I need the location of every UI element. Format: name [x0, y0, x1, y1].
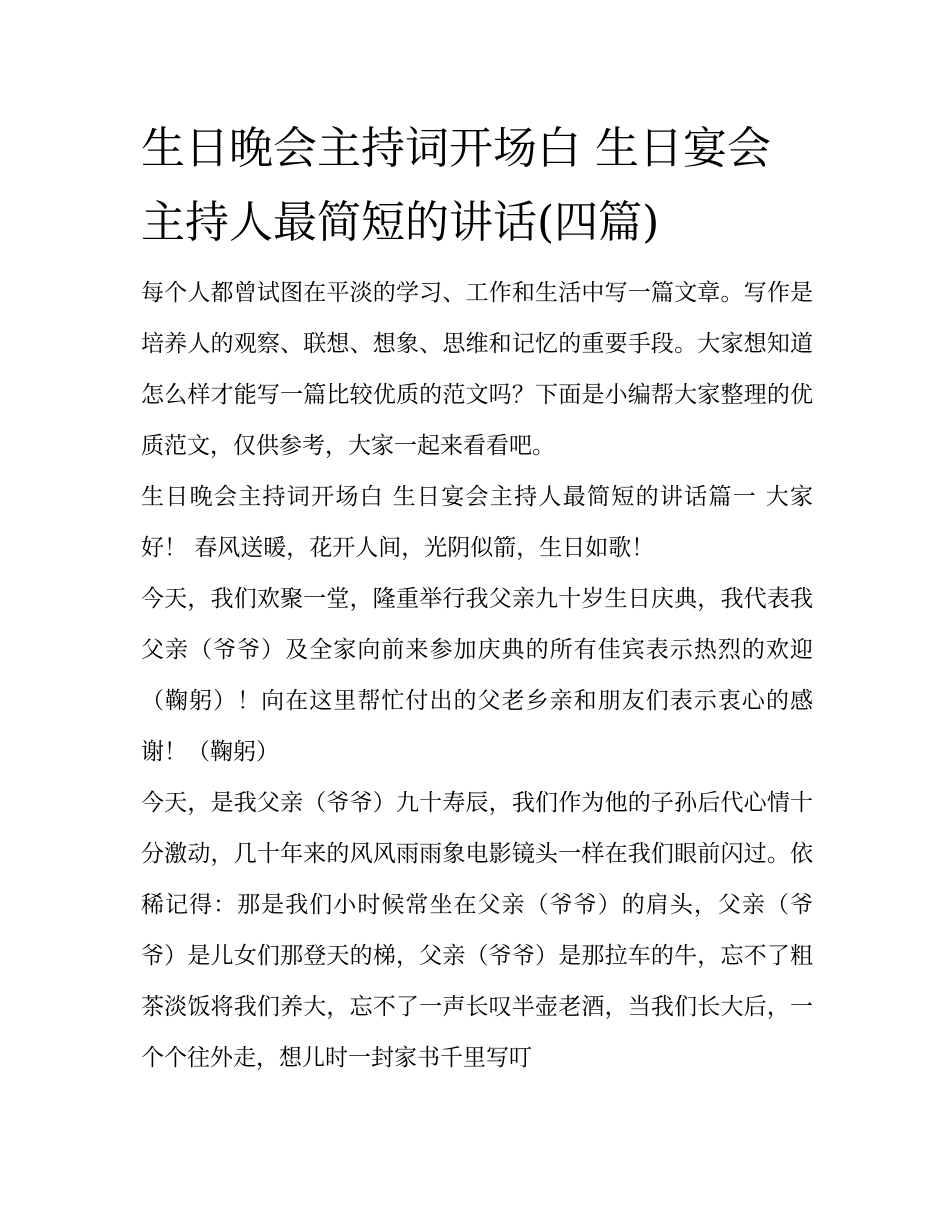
document-title: 生日晚会主持词开场白 生日宴会主持人最简短的讲话(四篇) — [141, 123, 771, 248]
paragraph-opening-greeting: 生日晚会主持词开场白 生日宴会主持人最简短的讲话篇一 大家好！ 春风送暖，花开人间，光阴似箭，生日如歌！ — [141, 484, 813, 561]
document-body — [141, 112, 813, 1084]
paragraph-memories: 今天，是我父亲（爷爷）九十寿辰，我们作为他的子孙后代心情十分激动，几十年来的风风雨雨象电影镜头一样在我们眼前闪过。依稀记得：那是我们小时候常坐在父亲（爷爷）的肩头，父亲（爷爷）是儿女们那登天的梯，父亲（爷爷）是那拉车的牛，忘不了粗茶淡饭将我们养大，忘不了一声长叹半壶老酒，当我们长大后，一个个往外走，想儿时一封家书千里写叮 — [141, 790, 813, 1071]
paragraph-welcome: 今天，我们欢聚一堂，隆重举行我父亲九十岁生日庆典，我代表我父亲（爷爷）及全家向前来参加庆典的所有佳宾表示热烈的欢迎（鞠躬）！向在这里帮忙付出的父老乡亲和朋友们表示衷心的感谢！（鞠躬） — [141, 586, 813, 765]
paragraph-intro: 每个人都曾试图在平淡的学习、工作和生活中写一篇文章。写作是培养人的观察、联想、想象、思维和记忆的重要手段。大家想知道怎么样才能写一篇比较优质的范文吗？下面是小编帮大家整理的优质范文，仅供参考，大家一起来看看吧。 — [141, 280, 813, 459]
